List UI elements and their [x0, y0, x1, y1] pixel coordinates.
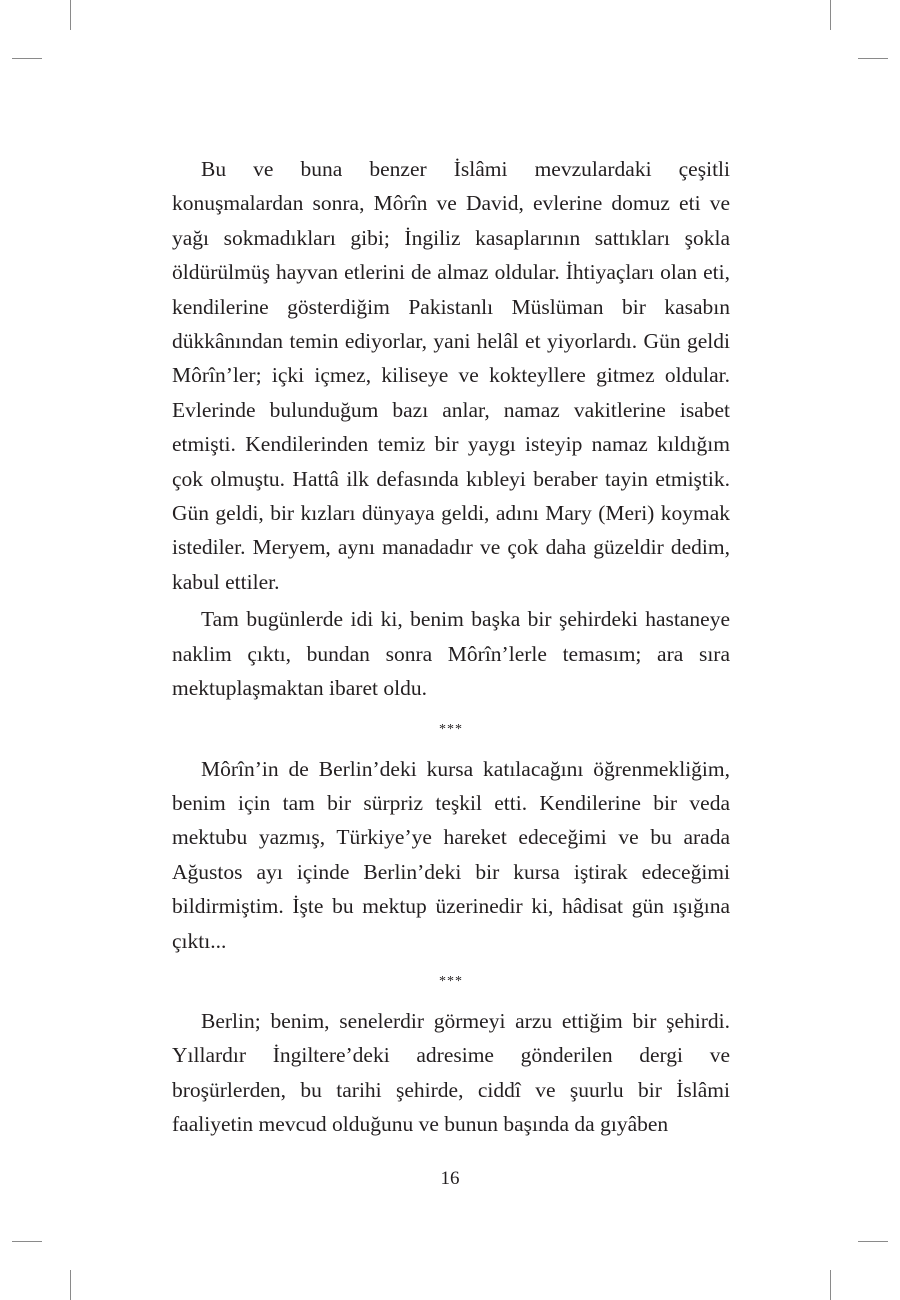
paragraph: Berlin; benim, senelerdir görmeyi arzu ettiğim bir şehirdi. Yıllardır İngiltere’deki adresime gönderilen dergi ve broşürlerden, bu tarihi şehirde, ciddî ve şuurlu bir İslâmi faaliyetin mevcud olduğunu ve bunun başında da gıyâben [172, 1008, 730, 1137]
paragraph: Môrîn’in de Berlin’deki kursa katılacağını öğrenmekliğim, benim için tam bir sürpriz teşkil etti. Kendilerine bir veda mektubu yazmış, Türkiye’ye hareket edeceğimi ve bu arada Ağustos ayı içinde Berlin’deki bir kursa iştirak edeceğimi bildirmiştim. İşte bu mektup üzerinedir ki, hâdisat gün ışığına çıktı... [172, 756, 730, 953]
section-separator: *** [439, 973, 463, 989]
crop-mark-top-right [830, 0, 831, 30]
paragraph: Bu ve buna benzer İslâmi mevzulardaki çeşitli konuşmalardan sonra, Môrîn ve David, evlerine domuz eti ve yağı sokmadıkları gibi; İngiliz kasaplarının sattıkları şokla öldürülmüş hayvan etlerini de almaz oldular. İhtiyaçları olan eti, kendilerine gösterdiğim Pakistanlı Müslüman bir kasabın dükkânından temin ediyorlar, yani helâl et yiyorlardı. Gün geldi Môrîn’ler; içki içmez, kiliseye ve kokteyllere gitmez oldular. Evlerinde bulunduğum bazı anlar, namaz vakitlerine isabet etmişti. Kendilerinden temiz bir yaygı isteyip namaz kıldığım çok olmuştu. Hattâ ilk defasında kıbleyi beraber tayin etmiştik. Gün geldi, bir kızları dünyaya geldi, adını Mary (Meri) koymak istediler. Meryem, aynı manadadır ve çok daha güzeldir dedim, kabul ettiler. [172, 157, 730, 594]
crop-mark-top-left [70, 0, 71, 30]
crop-mark-left-bottom [12, 1241, 42, 1242]
crop-mark-right-bottom [858, 1241, 888, 1242]
crop-mark-bottom-right [830, 1270, 831, 1300]
crop-mark-bottom-left [70, 1270, 71, 1300]
section-separator: *** [439, 721, 463, 737]
crop-mark-left-top [12, 58, 42, 59]
body-text [172, 152, 730, 1142]
page-number: 16 [440, 1168, 460, 1189]
paragraph: Tam bugünlerde idi ki, benim başka bir şehirdeki hastaneye naklim çıktı, bundan sonra Môrîn’lerle temasım; ara sıra mektuplaşmaktan ibaret oldu. [172, 607, 730, 701]
crop-mark-right-top [858, 58, 888, 59]
